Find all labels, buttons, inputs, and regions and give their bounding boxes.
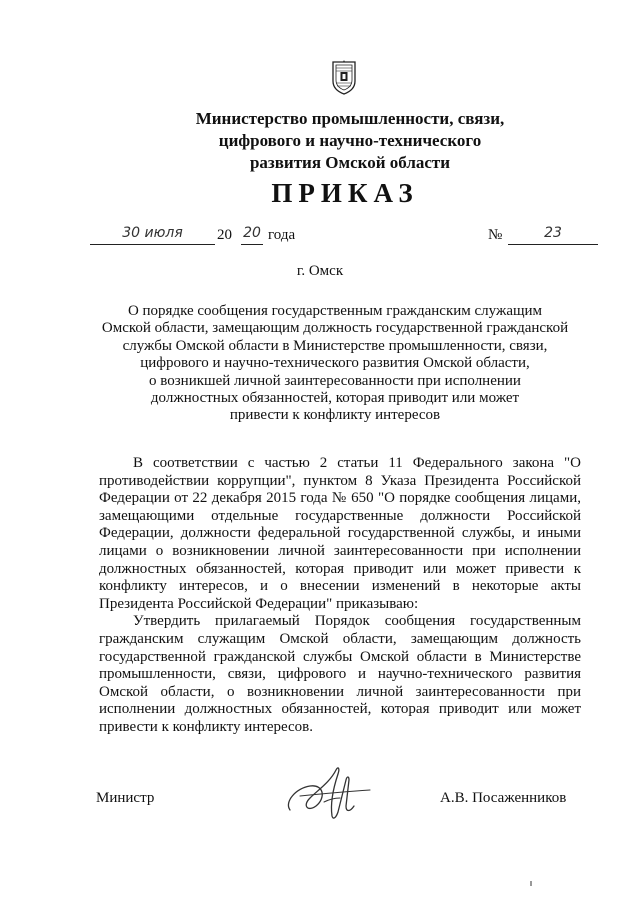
number-sign: № xyxy=(488,227,503,243)
year-prefix: 20 xyxy=(217,227,232,243)
scan-speck xyxy=(530,881,532,886)
subject-line: О порядке сообщения государственным гражданским служащим xyxy=(127,303,543,319)
ministry-name xyxy=(150,108,550,174)
subject-line: цифрового и научно-технического развития Омской области, xyxy=(140,355,530,372)
document-number: 23 xyxy=(508,225,598,245)
subject-line: о возникшей личной заинтересованности при исполнении xyxy=(149,372,521,389)
order-body xyxy=(99,455,581,737)
subject-line: Омской области, замещающим должность государственной гражданской xyxy=(101,320,569,337)
handwritten-signature-icon xyxy=(280,762,376,822)
date-day-month: 30 июля xyxy=(90,225,215,245)
body-paragraph-decision: Утвердить прилагаемый Порядок сообщения государственным гражданским служащим Омской области, замещающим должность государственной гражданской службы Омской области в Министерстве промышленности, связи, цифрового и научно-технического развития Омской области, о возникновении личной заинтересованности при исполнении должностных обязанностей, которая приводит или может привести к конфликту интересов. xyxy=(99,613,581,735)
year-suffix: 20 xyxy=(241,225,263,245)
document-type-title: ПРИКАЗ xyxy=(271,178,419,208)
year-word: года xyxy=(268,227,296,243)
city: г. Омск xyxy=(296,263,344,279)
subject-line: должностных обязанностей, которая приводит или может xyxy=(150,390,520,407)
signer-name: А.В. Посаженников xyxy=(440,790,567,806)
body-paragraph-preamble: В соответствии с частью 2 статьи 11 Федерального закона "О противодействии коррупции", пунктом 8 Указа Президента Российской Федерации от 22 декабря 2015 года № 650 "О порядке сообщения лицами, замещающими отдельные государственные должности Российской Федерации, должности федеральной государственной службы, и иными лицами о возникновении личной заинтересованности при исполнении должностных обязанностей, которая приводит или может привести к конфликту интересов, и о внесении изменений в некоторые акты Президента Российской Федерации" приказываю: xyxy=(99,455,581,612)
ministry-line: цифрового и научно-технического xyxy=(218,131,482,150)
ministry-line: развития Омской области xyxy=(249,153,451,172)
signer-role: Министр xyxy=(96,790,155,806)
subject-line: службы Омской области в Министерстве промышленности, связи, xyxy=(122,337,548,354)
ministry-line: Министерство промышленности, связи, xyxy=(195,109,505,128)
omsk-coat-of-arms-icon xyxy=(331,59,357,95)
order-subject xyxy=(95,303,575,425)
subject-line: привести к конфликту интересов xyxy=(229,407,441,424)
